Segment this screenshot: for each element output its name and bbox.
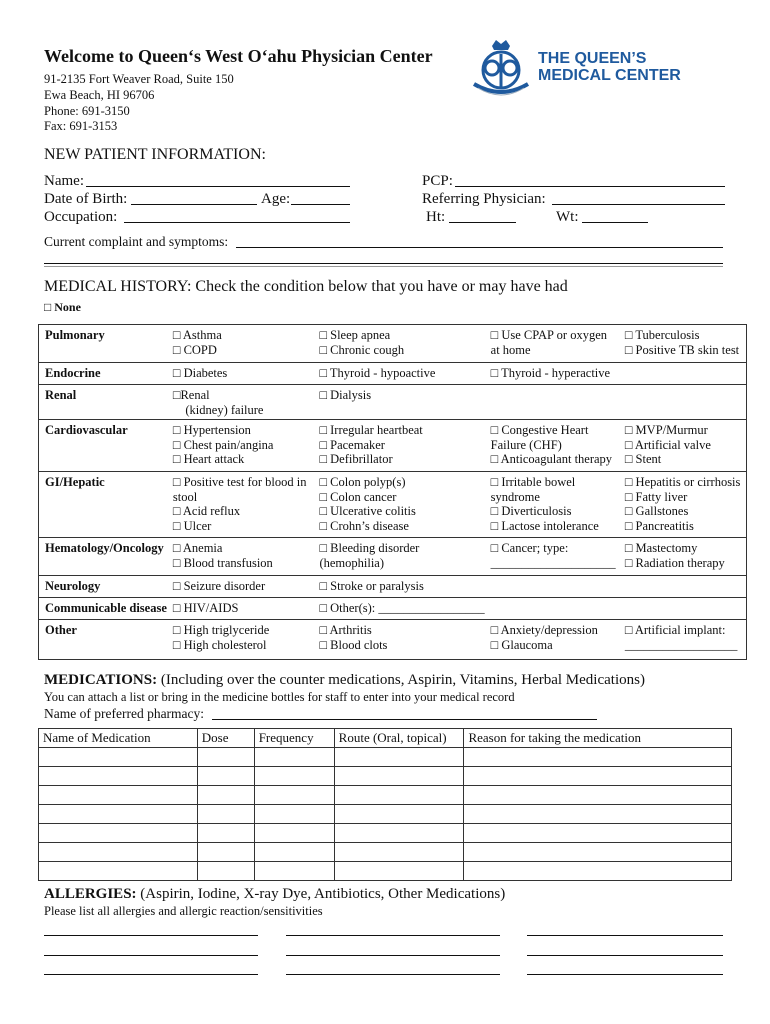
- medication-row: [39, 805, 732, 824]
- allergy-field[interactable]: [527, 935, 723, 936]
- complaint-field[interactable]: [236, 247, 723, 248]
- medication-cell[interactable]: [464, 786, 732, 805]
- allergy-field[interactable]: [527, 955, 723, 956]
- address-line-1: 91-2135 Fort Weaver Road, Suite 150: [44, 72, 234, 86]
- history-condition-option: [621, 385, 747, 420]
- medication-cell[interactable]: [197, 786, 254, 805]
- history-row: [39, 576, 747, 598]
- medication-cell[interactable]: [334, 786, 464, 805]
- occupation-field[interactable]: [124, 222, 350, 223]
- complaint-label: Current complaint and symptoms:: [44, 234, 229, 249]
- medication-cell[interactable]: [334, 767, 464, 786]
- medications-column-header: Dose: [197, 729, 254, 748]
- history-condition-option[interactable]: □ Irregular heartbeat □ Pacemaker □ Defibrillator: [319, 423, 423, 466]
- allergy-field[interactable]: [44, 955, 258, 956]
- medication-cell[interactable]: [464, 824, 732, 843]
- referring-physician-field[interactable]: [552, 204, 725, 205]
- allergies-note: Please list all allergies and allergic reaction/sensitivities: [44, 904, 323, 918]
- allergy-field[interactable]: [44, 935, 258, 936]
- medication-cell[interactable]: [334, 862, 464, 881]
- medical-history-instruction: : Check the condition below that you have or may have had: [186, 278, 568, 295]
- history-condition-option[interactable]: □ HIV/AIDS: [172, 601, 239, 615]
- pcp-label: PCP:: [422, 173, 453, 189]
- medication-cell[interactable]: [254, 786, 334, 805]
- history-condition-option[interactable]: □ Thyroid - hyperactive: [490, 366, 611, 380]
- medication-cell[interactable]: [197, 843, 254, 862]
- allergies-title: ALLERGIES:: [44, 886, 137, 902]
- history-condition-option[interactable]: □ Arthritis □ Blood clots: [319, 623, 388, 652]
- medical-history-title: MEDICAL HISTORY: [44, 278, 187, 295]
- history-row: [39, 325, 747, 363]
- height-label: Ht:: [426, 209, 446, 225]
- allergy-field[interactable]: [286, 955, 500, 956]
- allergies-heading: [44, 885, 505, 903]
- address-line-2: Ewa Beach, HI 96706: [44, 88, 155, 102]
- history-row: [39, 363, 747, 385]
- history-condition-option[interactable]: □Renal (kidney) failure: [172, 388, 264, 417]
- history-row: [39, 598, 747, 620]
- medication-cell[interactable]: [39, 748, 198, 767]
- medical-history-table: [38, 324, 747, 660]
- history-condition-option[interactable]: □ Seizure disorder: [172, 579, 266, 593]
- medication-cell[interactable]: [39, 805, 198, 824]
- medication-cell[interactable]: [39, 862, 198, 881]
- history-category: Communicable disease: [45, 601, 167, 615]
- history-category: Endocrine: [45, 366, 101, 380]
- history-condition-option[interactable]: □ Artificial implant: __________________: [624, 623, 738, 652]
- medication-row: [39, 748, 732, 767]
- history-row: [39, 620, 747, 660]
- medication-cell[interactable]: [464, 843, 732, 862]
- weight-label: Wt:: [556, 209, 579, 225]
- medication-cell[interactable]: [334, 748, 464, 767]
- history-condition-option[interactable]: □ High triglyceride □ High cholesterol: [172, 623, 270, 652]
- medication-row: [39, 786, 732, 805]
- history-condition-option: [487, 598, 621, 620]
- history-category: Cardiovascular: [45, 423, 128, 437]
- medication-cell[interactable]: [197, 824, 254, 843]
- fax-number: Fax: 691-3153: [44, 119, 118, 133]
- history-condition-option[interactable]: □ Irritable bowel syndrome □ Diverticulosis □ Lactose intolerance: [490, 475, 599, 533]
- history-category: Renal: [45, 388, 77, 402]
- history-condition-option: [621, 363, 747, 385]
- section-divider: [44, 266, 723, 267]
- dob-label: Date of Birth:: [44, 191, 128, 207]
- height-field[interactable]: [449, 222, 516, 223]
- history-condition-option[interactable]: □ Other(s): _________________: [319, 601, 485, 615]
- medication-cell[interactable]: [464, 767, 732, 786]
- medical-history-heading: [44, 279, 568, 294]
- referring-physician-label: Referring Physician:: [422, 191, 546, 207]
- medication-cell[interactable]: [39, 843, 198, 862]
- name-field[interactable]: [86, 186, 350, 187]
- pharmacy-field[interactable]: [212, 719, 597, 720]
- logo-text-line-2: MEDICAL CENTER: [538, 67, 681, 84]
- history-category: GI/Hepatic: [45, 475, 105, 489]
- medications-column-header: Reason for taking the medication: [464, 729, 732, 748]
- history-condition-option[interactable]: □ MVP/Murmur □ Artificial valve □ Stent: [624, 423, 711, 466]
- medication-cell[interactable]: [39, 824, 198, 843]
- pcp-field[interactable]: [455, 186, 725, 187]
- medications-subtitle: (Including over the counter medications, Aspirin, Vitamins, Herbal Medications): [157, 672, 645, 688]
- history-condition-option: [487, 576, 621, 598]
- checkbox-icon: □: [44, 300, 52, 314]
- medication-cell[interactable]: [334, 824, 464, 843]
- medication-cell[interactable]: [254, 767, 334, 786]
- history-condition-option[interactable]: □ Congestive Heart Failure (CHF) □ Anticoagulant therapy: [490, 423, 613, 466]
- history-condition-option[interactable]: □ Diabetes: [172, 366, 228, 380]
- queens-crest-icon: [470, 38, 532, 102]
- medication-cell[interactable]: [254, 843, 334, 862]
- history-condition-option[interactable]: □ Tuberculosis □ Positive TB skin test: [624, 328, 740, 357]
- history-condition-option[interactable]: □ Thyroid - hypoactive: [319, 366, 436, 380]
- history-condition-option[interactable]: □ Mastectomy □ Radiation therapy: [624, 541, 725, 570]
- medication-cell[interactable]: [464, 862, 732, 881]
- medications-heading: [44, 671, 645, 689]
- medications-header-row: [39, 729, 732, 748]
- history-condition-option[interactable]: □ Cancer; type: ____________________: [490, 541, 616, 570]
- history-condition-option[interactable]: □ Stroke or paralysis: [319, 579, 424, 593]
- history-condition-option[interactable]: □ Use CPAP or oxygen at home: [490, 328, 607, 357]
- medications-column-header: Route (Oral, topical): [334, 729, 464, 748]
- history-category: Pulmonary: [45, 328, 105, 342]
- history-condition-option: [621, 598, 747, 620]
- medication-cell[interactable]: [334, 843, 464, 862]
- dob-field[interactable]: [131, 204, 257, 205]
- medication-cell[interactable]: [464, 748, 732, 767]
- history-condition-option[interactable]: □ Anxiety/depression □ Glaucoma: [490, 623, 598, 652]
- history-condition-option[interactable]: □ Dialysis: [319, 388, 372, 402]
- medication-cell[interactable]: [197, 767, 254, 786]
- none-label: None: [54, 300, 81, 314]
- history-condition-option[interactable]: □ Hepatitis or cirrhosis □ Fatty liver □ Gallstones □ Pancreatitis: [624, 475, 741, 533]
- medication-cell[interactable]: [254, 748, 334, 767]
- history-condition-option[interactable]: □ Sleep apnea □ Chronic cough: [319, 328, 405, 357]
- history-row: [39, 385, 747, 420]
- complaint-field-line-2[interactable]: [44, 263, 723, 264]
- history-condition-option: [487, 385, 621, 420]
- history-category: Other: [45, 623, 77, 637]
- medication-cell[interactable]: [197, 862, 254, 881]
- phone-number: Phone: 691-3150: [44, 104, 130, 118]
- history-category: Hematology/Oncology: [45, 541, 164, 555]
- history-row: [39, 472, 747, 538]
- patient-info-heading: NEW PATIENT INFORMATION:: [44, 146, 266, 163]
- allergies-subtitle: (Aspirin, Iodine, X-ray Dye, Antibiotics, Other Medications): [136, 886, 506, 902]
- medication-cell[interactable]: [254, 862, 334, 881]
- history-condition-option[interactable]: □ Anemia □ Blood transfusion: [172, 541, 273, 570]
- medication-cell[interactable]: [39, 767, 198, 786]
- allergy-field[interactable]: [286, 935, 500, 936]
- medication-row: [39, 862, 732, 881]
- medications-column-header: Frequency: [254, 729, 334, 748]
- none-option[interactable]: [44, 300, 81, 315]
- allergy-field[interactable]: [44, 974, 258, 975]
- page-title: Welcome to Queen‘s West O‘ahu Physician Center: [44, 46, 433, 66]
- history-category: Neurology: [45, 579, 101, 593]
- pharmacy-label: Name of preferred pharmacy:: [44, 706, 205, 721]
- history-row: [39, 420, 747, 472]
- history-condition-option[interactable]: □ Positive test for blood in stool □ Acid reflux □ Ulcer: [172, 475, 307, 533]
- history-condition-option[interactable]: □ Colon polyp(s) □ Colon cancer □ Ulcerative colitis □ Crohn’s disease: [319, 475, 416, 533]
- history-condition-option[interactable]: □ Hypertension □ Chest pain/angina □ Heart attack: [172, 423, 274, 466]
- medications-note: You can attach a list or bring in the medicine bottles for staff to enter into your medical record: [44, 690, 515, 704]
- history-condition-option: [621, 576, 747, 598]
- allergy-field[interactable]: [286, 974, 500, 975]
- age-label: Age:: [261, 191, 291, 207]
- medications-title: MEDICATIONS:: [44, 672, 158, 688]
- history-row: [39, 538, 747, 576]
- medication-cell[interactable]: [39, 786, 198, 805]
- medications-table: [38, 728, 732, 881]
- history-condition-option[interactable]: □ Asthma □ COPD: [172, 328, 222, 357]
- medication-cell[interactable]: [254, 824, 334, 843]
- age-field[interactable]: [291, 204, 350, 205]
- medication-row: [39, 824, 732, 843]
- medications-column-header: Name of Medication: [39, 729, 198, 748]
- medication-cell[interactable]: [254, 805, 334, 824]
- medication-cell[interactable]: [464, 805, 732, 824]
- medication-cell[interactable]: [197, 748, 254, 767]
- occupation-label: Occupation:: [44, 209, 118, 225]
- medication-row: [39, 843, 732, 862]
- medication-cell[interactable]: [197, 805, 254, 824]
- name-label: Name:: [44, 173, 84, 189]
- history-condition-option[interactable]: □ Bleeding disorder (hemophilia): [319, 541, 420, 570]
- allergy-field[interactable]: [527, 974, 723, 975]
- logo-text-line-1: THE QUEEN’S: [538, 50, 647, 67]
- medication-cell[interactable]: [334, 805, 464, 824]
- weight-field[interactable]: [582, 222, 648, 223]
- medication-row: [39, 767, 732, 786]
